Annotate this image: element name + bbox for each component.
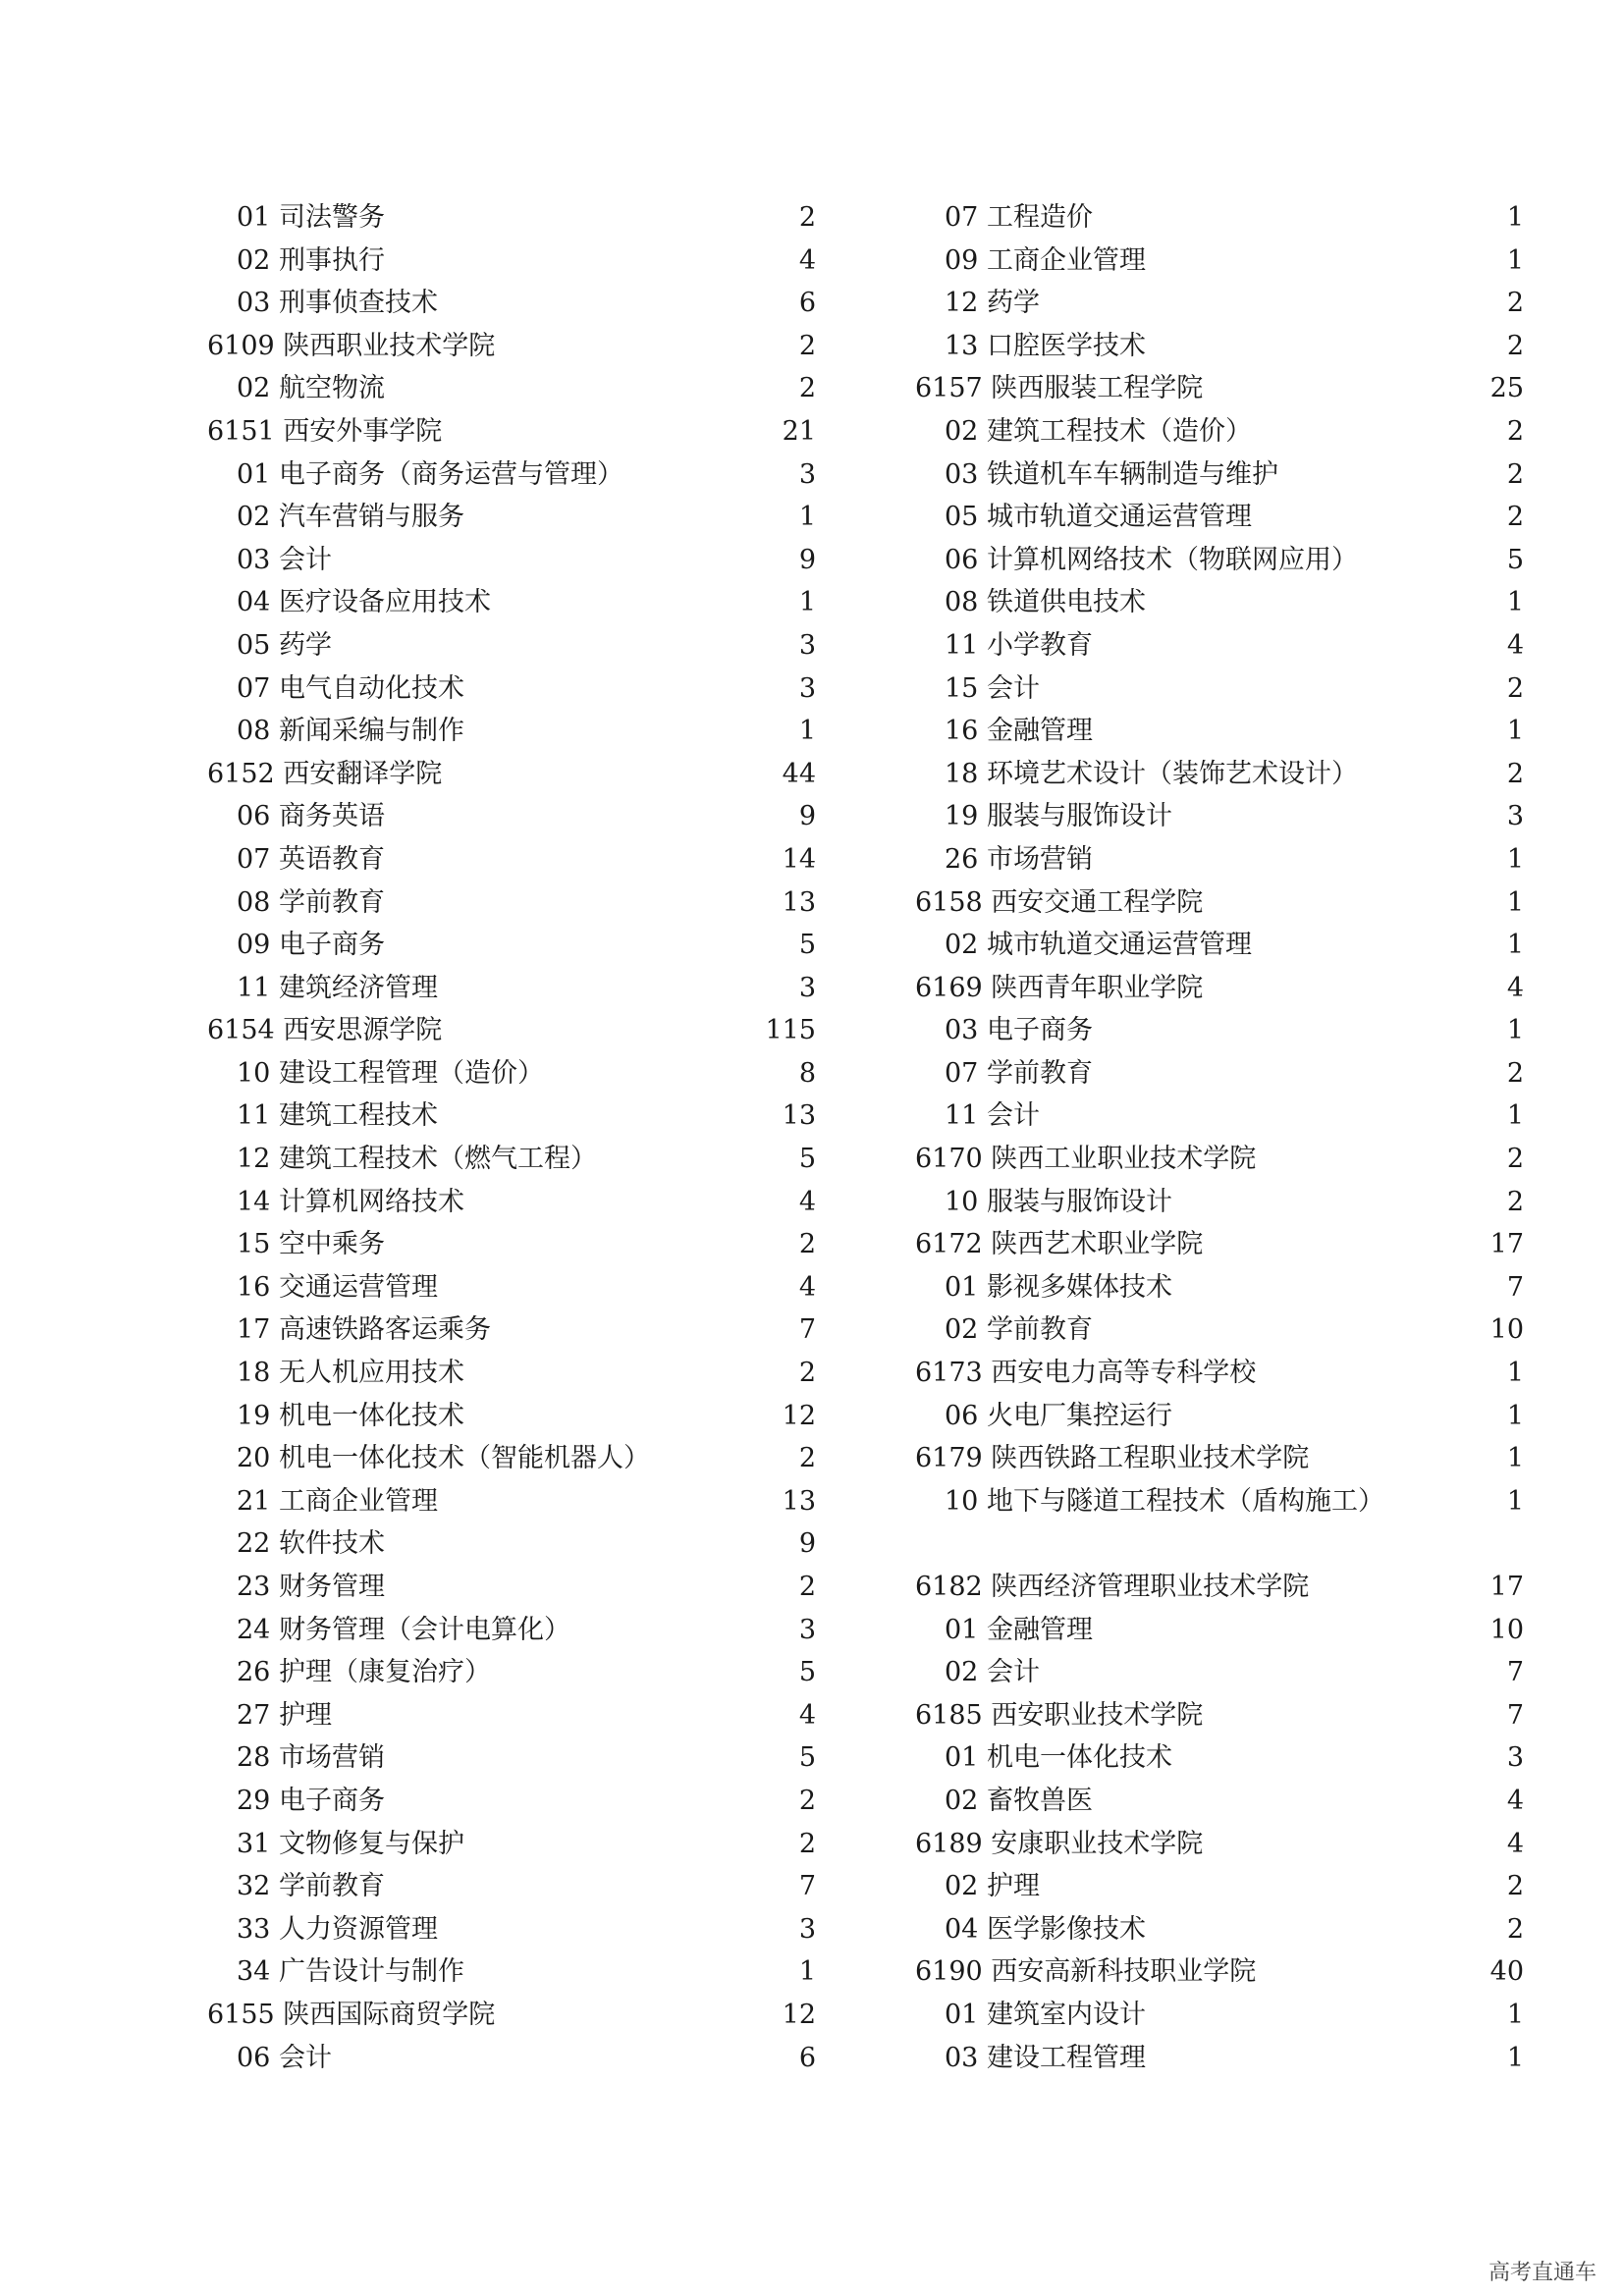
right-column <box>915 196 1524 2079</box>
major-row <box>915 1994 1524 2037</box>
enrollment-count: 3 <box>798 458 816 490</box>
enrollment-count: 2 <box>1506 1057 1524 1089</box>
enrollment-count: 1 <box>1506 1100 1524 1132</box>
enrollment-count: 2 <box>1506 1871 1524 1902</box>
major-row <box>915 325 1524 368</box>
enrollment-count: 4 <box>798 244 816 276</box>
school-name: 6109 陕西职业技术学院 <box>207 330 496 361</box>
major-row <box>207 1437 816 1480</box>
enrollment-count: 10 <box>1489 1614 1524 1645</box>
school-name: 6151 西安外事学院 <box>207 415 443 447</box>
enrollment-count: 4 <box>1506 1785 1524 1816</box>
major-row <box>207 710 816 753</box>
major-name: 07 工程造价 <box>945 202 1093 233</box>
major-row <box>207 367 816 410</box>
school-row <box>915 1223 1524 1266</box>
enrollment-count: 5 <box>1506 544 1524 575</box>
major-name: 01 机电一体化技术 <box>945 1742 1172 1774</box>
enrollment-count: 6 <box>798 2042 816 2073</box>
enrollment-count: 44 <box>782 758 816 789</box>
major-name: 08 学前教育 <box>237 886 385 918</box>
enrollment-count: 2 <box>1506 758 1524 789</box>
enrollment-count: 7 <box>1506 1271 1524 1303</box>
major-name: 26 市场营销 <box>945 843 1093 875</box>
left-column <box>207 196 816 2079</box>
school-name: 6154 西安思源学院 <box>207 1015 443 1046</box>
enrollment-count: 3 <box>798 672 816 704</box>
enrollment-count: 1 <box>1506 2042 1524 2073</box>
enrollment-count: 2 <box>1506 672 1524 704</box>
enrollment-count: 4 <box>1506 972 1524 1003</box>
major-row <box>207 1352 816 1395</box>
major-name: 34 广告设计与制作 <box>237 1956 464 1988</box>
enrollment-count: 1 <box>1506 1999 1524 2030</box>
major-name: 05 药学 <box>237 629 332 661</box>
major-row <box>207 454 816 497</box>
major-name: 11 建筑工程技术 <box>237 1100 438 1132</box>
major-name: 29 电子商务 <box>237 1785 385 1816</box>
enrollment-count: 2 <box>798 373 816 404</box>
major-name: 11 建筑经济管理 <box>237 972 438 1003</box>
major-name: 03 刑事侦查技术 <box>237 288 438 319</box>
school-name: 6172 陕西艺术职业学院 <box>915 1229 1204 1260</box>
major-name: 02 汽车营销与服务 <box>237 502 464 533</box>
school-row <box>207 1994 816 2037</box>
enrollment-count: 1 <box>1506 587 1524 618</box>
school-name: 6190 西安高新科技职业学院 <box>915 1956 1257 1988</box>
major-row <box>207 1308 816 1352</box>
major-name: 18 环境艺术设计（装饰艺术设计） <box>945 758 1358 789</box>
enrollment-count: 2 <box>1506 502 1524 533</box>
enrollment-count: 1 <box>1506 886 1524 918</box>
major-name: 01 司法警务 <box>237 202 385 233</box>
enrollment-count: 2 <box>798 1443 816 1474</box>
enrollment-count: 2 <box>798 1572 816 1602</box>
major-row <box>915 753 1524 796</box>
major-row <box>207 539 816 582</box>
major-name: 31 文物修复与保护 <box>237 1828 464 1859</box>
major-name: 09 电子商务 <box>237 930 385 961</box>
enrollment-count: 7 <box>1506 1657 1524 1688</box>
major-row <box>207 1522 816 1566</box>
school-name: 6185 西安职业技术学院 <box>915 1699 1204 1731</box>
enrollment-count: 1 <box>1506 716 1524 747</box>
major-name: 01 建筑室内设计 <box>945 1999 1146 2030</box>
major-row <box>915 1908 1524 1951</box>
enrollment-count: 1 <box>798 1956 816 1988</box>
enrollment-count: 1 <box>1506 843 1524 875</box>
major-name: 02 建筑工程技术（造价） <box>945 415 1252 447</box>
major-row <box>915 496 1524 539</box>
enrollment-count: 2 <box>1506 1186 1524 1217</box>
major-name: 28 市场营销 <box>237 1742 385 1774</box>
enrollment-count: 8 <box>798 1057 816 1089</box>
enrollment-count: 2 <box>1506 288 1524 319</box>
school-row <box>915 881 1524 925</box>
enrollment-count: 25 <box>1489 373 1524 404</box>
major-name: 07 英语教育 <box>237 843 385 875</box>
major-row <box>915 1395 1524 1438</box>
enrollment-count: 10 <box>1489 1314 1524 1346</box>
major-name: 06 商务英语 <box>237 801 385 832</box>
enrollment-count: 13 <box>782 1485 816 1517</box>
major-row <box>207 838 816 881</box>
enrollment-count: 1 <box>1506 1443 1524 1474</box>
major-row <box>915 795 1524 838</box>
school-row <box>207 753 816 796</box>
enrollment-count: 5 <box>798 930 816 961</box>
enrollment-count: 115 <box>765 1015 816 1046</box>
major-name: 05 城市轨道交通运营管理 <box>945 502 1252 533</box>
major-name: 01 影视多媒体技术 <box>945 1271 1172 1303</box>
major-name: 17 高速铁路客运乘务 <box>237 1314 491 1346</box>
major-row <box>207 667 816 711</box>
school-name: 6157 陕西服装工程学院 <box>915 373 1204 404</box>
enrollment-count: 2 <box>1506 1144 1524 1175</box>
major-row <box>207 581 816 624</box>
enrollment-count: 1 <box>1506 1400 1524 1431</box>
enrollment-count: 3 <box>1506 801 1524 832</box>
major-name: 20 机电一体化技术（智能机器人） <box>237 1443 650 1474</box>
major-name: 06 火电厂集控运行 <box>945 1400 1172 1431</box>
school-row <box>915 1950 1524 1994</box>
enrollment-count: 17 <box>1489 1572 1524 1602</box>
watermark: 高考直通车 <box>1488 2261 1597 2285</box>
major-row <box>915 581 1524 624</box>
major-row <box>207 196 816 240</box>
enrollment-count: 2 <box>1506 1913 1524 1945</box>
major-name: 02 城市轨道交通运营管理 <box>945 930 1252 961</box>
enrollment-count: 4 <box>798 1699 816 1731</box>
enrollment-count: 2 <box>798 1785 816 1816</box>
school-name: 6158 西安交通工程学院 <box>915 886 1204 918</box>
major-row <box>915 924 1524 967</box>
major-row <box>915 1181 1524 1224</box>
major-row <box>915 539 1524 582</box>
enrollment-count: 3 <box>798 1614 816 1645</box>
enrollment-count: 7 <box>798 1871 816 1902</box>
major-name: 11 小学教育 <box>945 629 1093 661</box>
major-name: 02 学前教育 <box>945 1314 1093 1346</box>
school-name: 6170 陕西工业职业技术学院 <box>915 1144 1257 1175</box>
major-name: 03 会计 <box>237 544 332 575</box>
enrollment-count: 2 <box>1506 458 1524 490</box>
major-name: 08 新闻采编与制作 <box>237 716 464 747</box>
major-name: 10 服装与服饰设计 <box>945 1186 1172 1217</box>
major-row <box>207 496 816 539</box>
enrollment-count: 2 <box>798 1229 816 1260</box>
major-name: 27 护理 <box>237 1699 332 1731</box>
school-row <box>915 1138 1524 1181</box>
enrollment-count: 2 <box>1506 330 1524 361</box>
major-row <box>915 196 1524 240</box>
enrollment-count: 9 <box>798 801 816 832</box>
major-name: 11 会计 <box>945 1100 1040 1132</box>
major-row <box>915 410 1524 454</box>
major-name: 16 交通运营管理 <box>237 1271 438 1303</box>
major-name: 02 航空物流 <box>237 373 385 404</box>
major-row <box>207 1395 816 1438</box>
major-row <box>207 1480 816 1523</box>
major-name: 07 电气自动化技术 <box>237 672 464 704</box>
major-row <box>915 838 1524 881</box>
major-name: 24 财务管理（会计电算化） <box>237 1614 570 1645</box>
enrollment-count: 12 <box>782 1400 816 1431</box>
school-name: 6152 西安翻译学院 <box>207 758 443 789</box>
major-row <box>915 667 1524 711</box>
major-row <box>207 624 816 667</box>
major-row <box>207 1694 816 1737</box>
major-row <box>207 1181 816 1224</box>
enrollment-count: 2 <box>798 202 816 233</box>
enrollment-count: 6 <box>798 288 816 319</box>
major-row <box>915 1095 1524 1138</box>
major-row <box>207 1095 816 1138</box>
major-name: 33 人力资源管理 <box>237 1913 438 1945</box>
enrollment-count: 5 <box>798 1742 816 1774</box>
school-row <box>915 967 1524 1010</box>
major-row <box>915 2037 1524 2080</box>
major-row <box>207 1736 816 1780</box>
major-name: 18 无人机应用技术 <box>237 1358 464 1389</box>
school-row <box>207 325 816 368</box>
major-row <box>207 924 816 967</box>
enrollment-count: 2 <box>798 330 816 361</box>
major-name: 32 学前教育 <box>237 1871 385 1902</box>
enrollment-count: 2 <box>798 1828 816 1859</box>
major-name: 12 建筑工程技术（燃气工程） <box>237 1144 597 1175</box>
major-row <box>207 1052 816 1095</box>
major-name: 09 工商企业管理 <box>945 244 1146 276</box>
major-name: 02 护理 <box>945 1871 1040 1902</box>
enrollment-count: 13 <box>782 1100 816 1132</box>
major-name: 08 铁道供电技术 <box>945 587 1146 618</box>
major-name: 12 药学 <box>945 288 1040 319</box>
major-name: 07 学前教育 <box>945 1057 1093 1089</box>
enrollment-count: 1 <box>1506 1358 1524 1389</box>
enrollment-count: 4 <box>1506 1828 1524 1859</box>
enrollment-count: 1 <box>798 716 816 747</box>
enrollment-count: 3 <box>798 1913 816 1945</box>
school-name: 6182 陕西经济管理职业技术学院 <box>915 1572 1310 1602</box>
major-name: 23 财务管理 <box>237 1572 385 1602</box>
school-name: 6169 陕西青年职业学院 <box>915 972 1204 1003</box>
enrollment-count: 9 <box>798 544 816 575</box>
enrollment-count: 13 <box>782 886 816 918</box>
major-row <box>915 1009 1524 1052</box>
major-name: 03 铁道机车车辆制造与维护 <box>945 458 1278 490</box>
major-name: 14 计算机网络技术 <box>237 1186 464 1217</box>
major-row <box>915 624 1524 667</box>
major-row <box>915 1052 1524 1095</box>
school-name: 6155 陕西国际商贸学院 <box>207 1999 496 2030</box>
enrollment-count: 21 <box>782 415 816 447</box>
enrollment-count: 3 <box>798 972 816 1003</box>
school-row <box>915 367 1524 410</box>
school-row <box>915 1694 1524 1737</box>
major-row <box>207 1651 816 1694</box>
enrollment-count: 1 <box>1506 1015 1524 1046</box>
major-name: 06 会计 <box>237 2042 332 2073</box>
major-row <box>915 1266 1524 1309</box>
enrollment-count: 1 <box>1506 1485 1524 1517</box>
major-row <box>915 282 1524 325</box>
major-row <box>915 1308 1524 1352</box>
school-name: 6173 西安电力高等专科学校 <box>915 1358 1257 1389</box>
enrollment-count: 14 <box>782 843 816 875</box>
major-row <box>915 1651 1524 1694</box>
enrollment-count: 2 <box>1506 415 1524 447</box>
enrollment-count: 9 <box>798 1528 816 1560</box>
enrollment-count: 1 <box>1506 930 1524 961</box>
enrollment-count: 5 <box>798 1144 816 1175</box>
major-name: 02 会计 <box>945 1657 1040 1688</box>
major-row <box>207 282 816 325</box>
enrollment-count: 1 <box>798 587 816 618</box>
school-row <box>915 1352 1524 1395</box>
enrollment-count: 1 <box>798 502 816 533</box>
enrollment-count: 4 <box>798 1186 816 1217</box>
major-name: 10 地下与隧道工程技术（盾构施工） <box>945 1485 1384 1517</box>
enrollment-count: 1 <box>1506 202 1524 233</box>
major-name: 04 医疗设备应用技术 <box>237 587 491 618</box>
major-row <box>207 1138 816 1181</box>
major-name: 19 服装与服饰设计 <box>945 801 1172 832</box>
major-row <box>207 240 816 283</box>
school-name: 6179 陕西铁路工程职业技术学院 <box>915 1443 1310 1474</box>
major-row <box>915 710 1524 753</box>
enrollment-count: 7 <box>1506 1699 1524 1731</box>
major-name: 03 建设工程管理 <box>945 2042 1146 2073</box>
major-row <box>207 1266 816 1309</box>
school-name: 6189 安康职业技术学院 <box>915 1828 1204 1859</box>
enrollment-count: 4 <box>1506 629 1524 661</box>
major-name: 15 会计 <box>945 672 1040 704</box>
enrollment-count: 4 <box>798 1271 816 1303</box>
school-row <box>915 1437 1524 1480</box>
enrollment-count: 40 <box>1489 1956 1524 1988</box>
major-row <box>915 1736 1524 1780</box>
major-name: 13 口腔医学技术 <box>945 330 1146 361</box>
major-row <box>207 1609 816 1652</box>
enrollment-count: 7 <box>798 1314 816 1346</box>
school-row <box>915 1566 1524 1609</box>
major-name: 04 医学影像技术 <box>945 1913 1146 1945</box>
major-row <box>915 1609 1524 1652</box>
major-row <box>207 881 816 925</box>
major-row <box>207 2037 816 2080</box>
major-name: 06 计算机网络技术（物联网应用） <box>945 544 1358 575</box>
major-name: 21 工商企业管理 <box>237 1485 438 1517</box>
major-row <box>207 1566 816 1609</box>
enrollment-count: 5 <box>798 1657 816 1688</box>
enrollment-count: 1 <box>1506 244 1524 276</box>
major-name: 16 金融管理 <box>945 716 1093 747</box>
school-row <box>207 410 816 454</box>
major-row <box>915 1780 1524 1823</box>
school-row <box>915 1823 1524 1866</box>
major-name: 03 电子商务 <box>945 1015 1093 1046</box>
major-name: 01 金融管理 <box>945 1614 1093 1645</box>
major-row <box>207 967 816 1010</box>
major-name: 26 护理（康复治疗） <box>237 1657 491 1688</box>
major-row <box>207 1780 816 1823</box>
major-row <box>207 1223 816 1266</box>
major-name: 19 机电一体化技术 <box>237 1400 464 1431</box>
major-name: 02 畜牧兽医 <box>945 1785 1093 1816</box>
major-row <box>207 795 816 838</box>
major-name: 22 软件技术 <box>237 1528 385 1560</box>
major-row <box>915 454 1524 497</box>
major-row <box>207 1950 816 1994</box>
enrollment-count: 17 <box>1489 1229 1524 1260</box>
enrollment-count: 3 <box>798 629 816 661</box>
enrollment-count: 12 <box>782 1999 816 2030</box>
major-name: 15 空中乘务 <box>237 1229 385 1260</box>
major-row <box>915 1865 1524 1908</box>
enrollment-count: 3 <box>1506 1742 1524 1774</box>
school-row <box>207 1009 816 1052</box>
major-row <box>915 240 1524 283</box>
enrollment-count: 2 <box>798 1358 816 1389</box>
major-row <box>915 1480 1524 1566</box>
major-row <box>207 1908 816 1951</box>
major-row <box>207 1823 816 1866</box>
major-name: 01 电子商务（商务运营与管理） <box>237 458 623 490</box>
major-name: 02 刑事执行 <box>237 244 385 276</box>
major-name: 10 建设工程管理（造价） <box>237 1057 544 1089</box>
major-row <box>207 1865 816 1908</box>
